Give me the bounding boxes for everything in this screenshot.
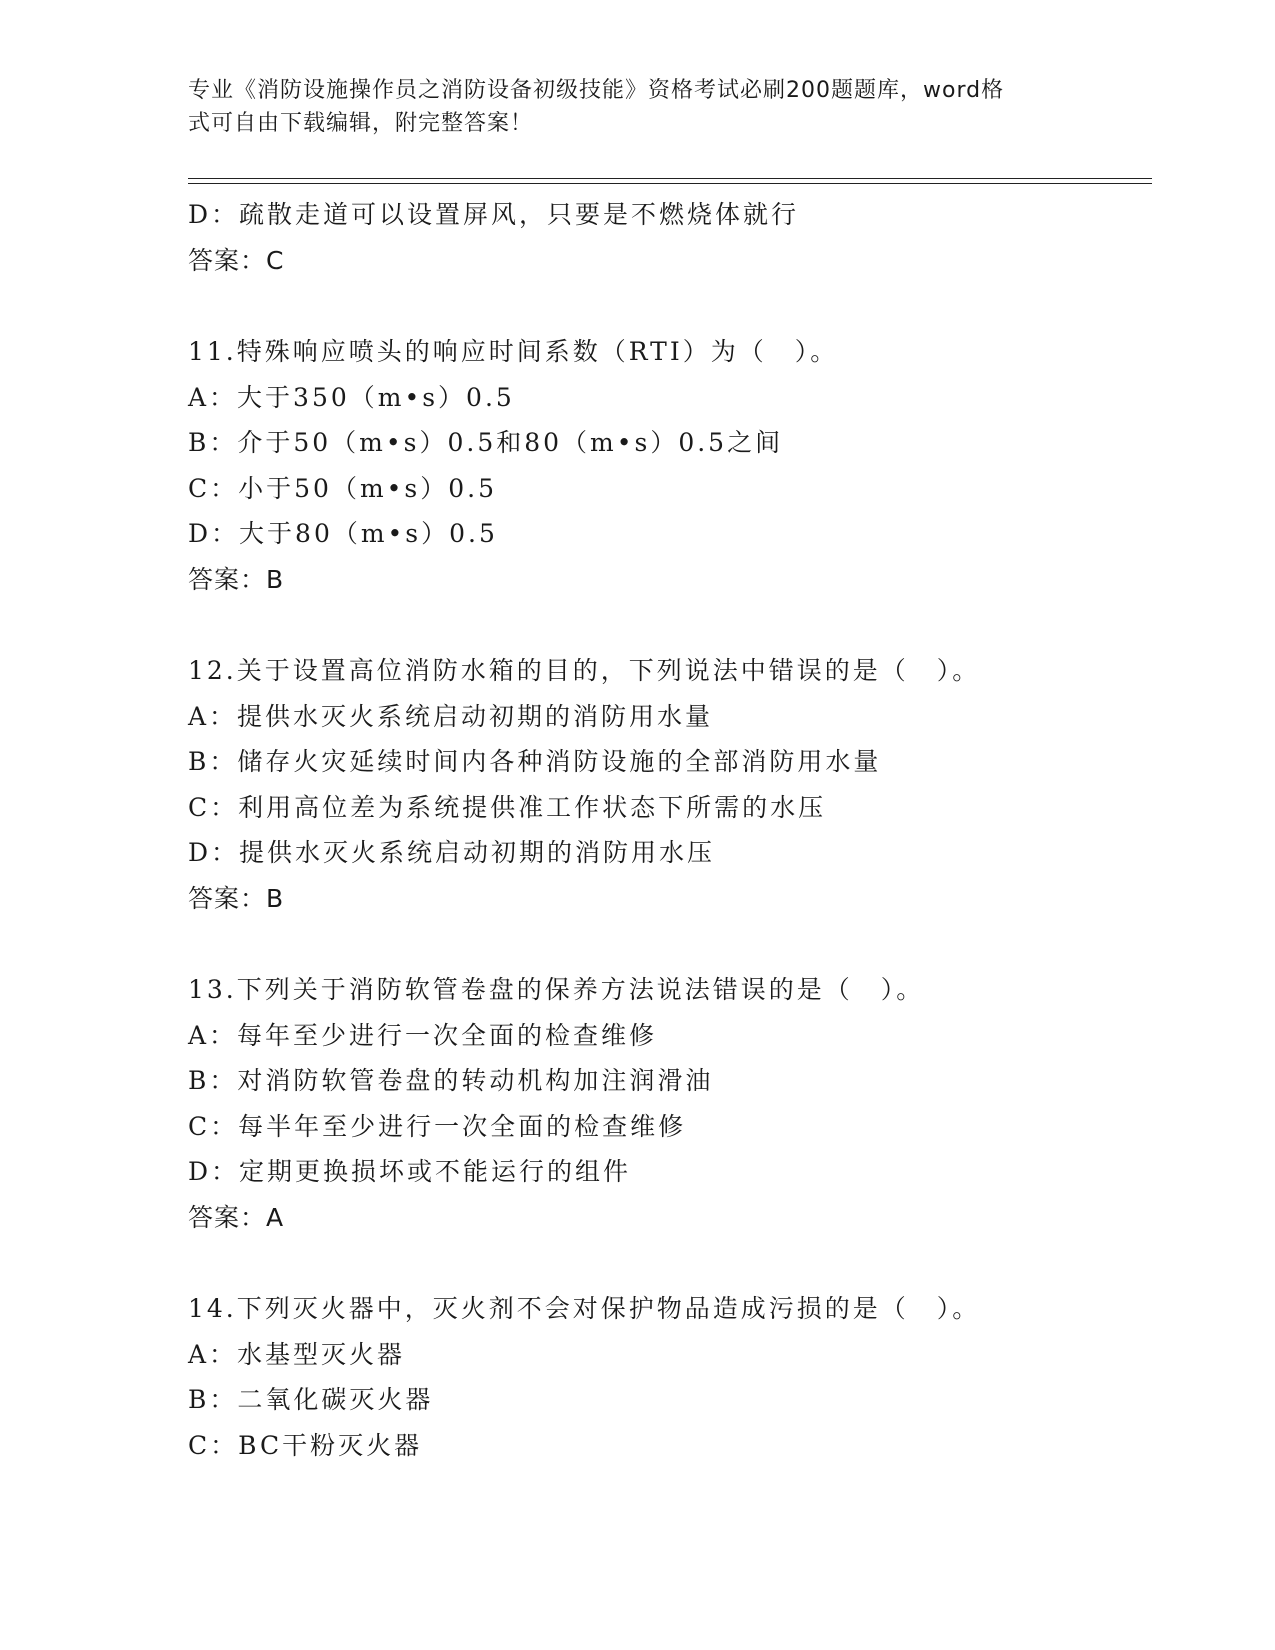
question-block-12 xyxy=(188,648,1152,921)
header-rule-bottom xyxy=(188,183,1152,184)
header-line-2: 式可自由下载编辑，附完整答案！ xyxy=(188,111,534,136)
question-block-10 xyxy=(188,192,1152,283)
option-a: A：每年至少进行一次全面的检查维修 xyxy=(188,1020,658,1050)
option-c: C：利用高位差为系统提供准工作状态下所需的水压 xyxy=(188,792,827,822)
option-a: A：大于350（m•s）0.5 xyxy=(188,382,515,412)
question-stem: 12.关于设置高位消防水箱的目的，下列说法中错误的是（ ）。 xyxy=(188,656,981,685)
answer-line: 答案：B xyxy=(188,564,285,594)
option-d: D：疏散走道可以设置屏风，只要是不燃烧体就行 xyxy=(188,200,800,229)
spacer xyxy=(188,921,1152,967)
question-stem: 13.下列关于消防软管卷盘的保养方法说法错误的是（ ）。 xyxy=(188,975,925,1004)
option-b: B：储存火灾延续时间内各种消防设施的全部消防用水量 xyxy=(188,747,882,776)
answer-line: 答案：C xyxy=(188,245,285,275)
option-c: C：每半年至少进行一次全面的检查维修 xyxy=(188,1111,687,1141)
question-block-13 xyxy=(188,967,1152,1240)
option-c: C：BC干粉灭火器 xyxy=(188,1430,423,1460)
option-d: D：提供水灭火系统启动初期的消防用水压 xyxy=(188,838,716,867)
spacer xyxy=(188,602,1152,648)
header-rule-top xyxy=(188,178,1152,179)
option-d: D：大于80（m•s）0.5 xyxy=(188,519,498,548)
answer-line: 答案：A xyxy=(188,1202,285,1232)
option-a: A：提供水灭火系统启动初期的消防用水量 xyxy=(188,701,714,731)
option-a: A：水基型灭火器 xyxy=(188,1339,406,1369)
document-header xyxy=(188,74,1068,140)
spacer xyxy=(188,1240,1152,1286)
question-list xyxy=(188,192,1152,1468)
option-c: C：小于50（m•s）0.5 xyxy=(188,473,497,503)
spacer xyxy=(188,283,1152,329)
option-b: B：对消防软管卷盘的转动机构加注润滑油 xyxy=(188,1066,714,1095)
header-line-1: 专业《消防设施操作员之消防设备初级技能》资格考试必刷200题题库，word格 xyxy=(188,78,1005,103)
question-stem: 11.特殊响应喷头的响应时间系数（RTI）为（ ）。 xyxy=(188,337,839,366)
option-d: D：定期更换损坏或不能运行的组件 xyxy=(188,1157,632,1186)
question-stem: 14.下列灭火器中，灭火剂不会对保护物品造成污损的是（ ）。 xyxy=(188,1294,981,1323)
option-b: B：二氧化碳灭火器 xyxy=(188,1385,434,1414)
option-b: B：介于50（m•s）0.5和80（m•s）0.5之间 xyxy=(188,428,784,457)
question-block-11 xyxy=(188,329,1152,602)
question-block-14 xyxy=(188,1286,1152,1468)
answer-line: 答案：B xyxy=(188,883,285,913)
